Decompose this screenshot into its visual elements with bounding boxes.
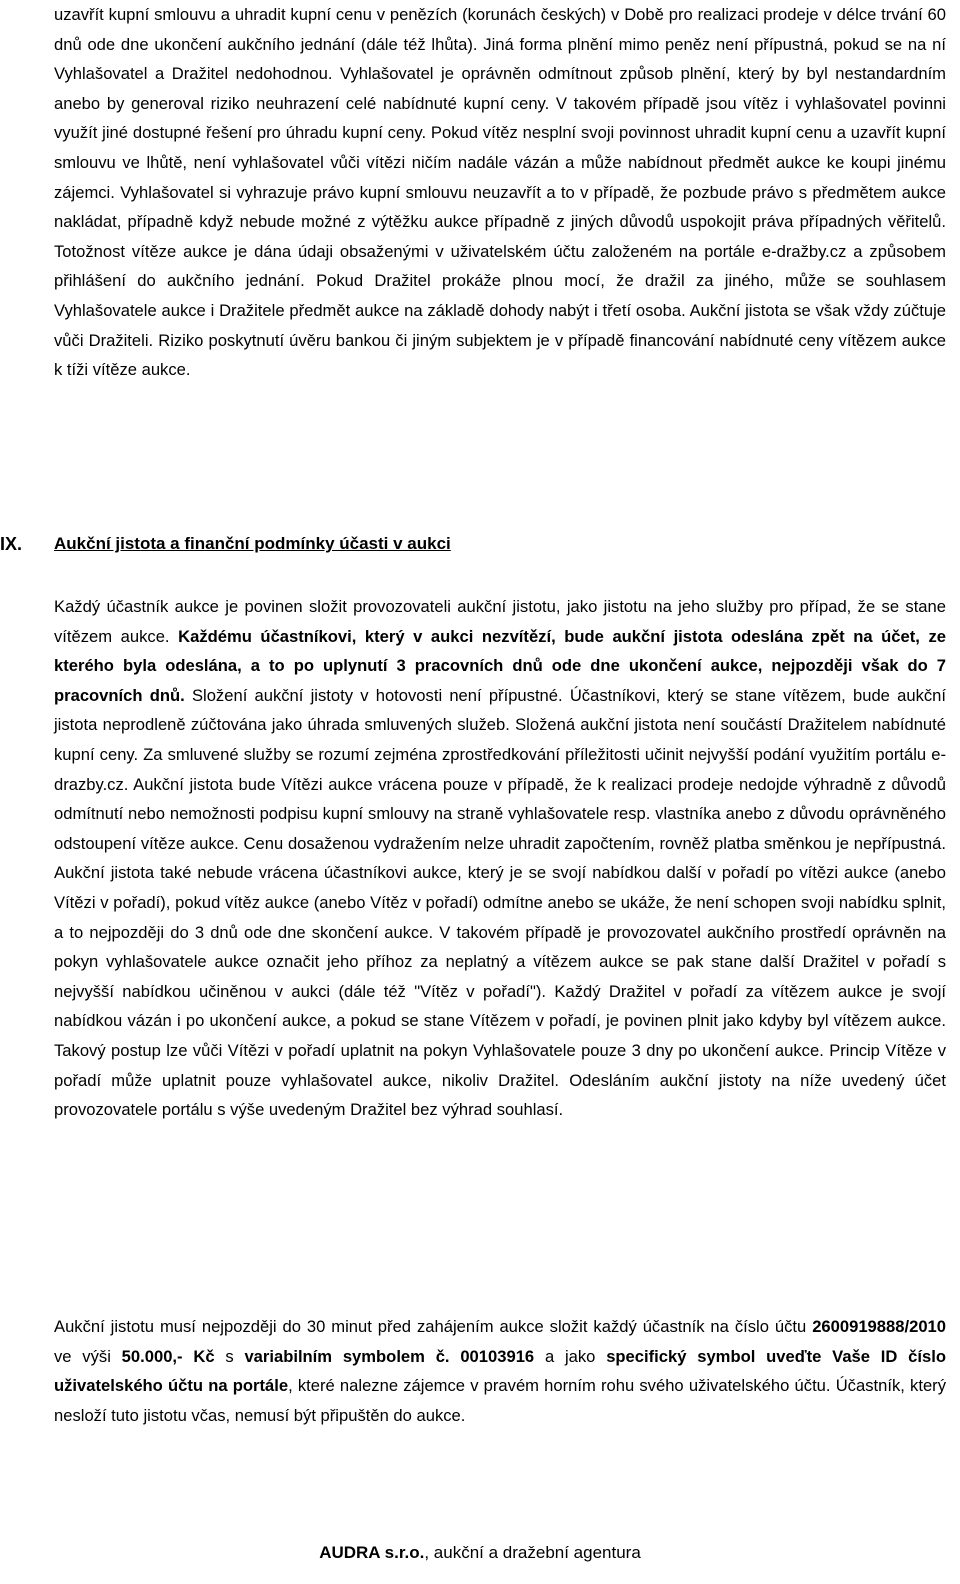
account-number: 2600919888/2010 [812, 1317, 946, 1336]
variable-symbol: variabilním symbolem č. 00103916 [244, 1346, 535, 1366]
payment-text-4: a jako [534, 1346, 607, 1366]
payment-text-1: Aukční jistotu musí nejpozději do 30 minut před zahájením aukce složit každý účastník na číslo účtu [54, 1317, 813, 1336]
payment-instructions-paragraph [54, 1312, 946, 1430]
payment-text-2: ve výši [54, 1346, 122, 1366]
section-title: Aukční jistota a finanční podmínky účasti v aukci [54, 534, 451, 553]
payment-text-5: , které nalezne zájemce v pravém horním rohu svého uživatelského účtu. Účastník, který nesloží tuto jistotu včas, nemusí být připuštěn do aukce. [54, 1376, 946, 1425]
deposit-refund-bold: Každému účastníkovi, který v aukci nezvítězí, bude aukční jistota odeslána zpět na účet, ze kterého byla odeslána, a to po uplynutí 3 pracovních dnů ode dne ukončení aukce, nejpozději však do 7 pracovních dnů. [54, 626, 946, 705]
payment-text-3: s [214, 1346, 245, 1366]
specific-symbol: specifický symbol uveďte Vaše ID číslo uživatelského účtu na portále [54, 1346, 946, 1396]
footer-company: AUDRA s.r.o. [319, 1543, 425, 1562]
auction-deposit-paragraph [54, 592, 946, 1125]
footer-rest: , aukční a dražební agentura [424, 1543, 641, 1562]
deposit-text-a: Každý účastník aukce je povinen složit provozovateli aukční jistotu, jako jistotu na jeho služby pro případ, že se stane vítězem aukce. [54, 597, 946, 646]
deposit-amount: 50.000,- Kč [121, 1346, 215, 1366]
page-footer [0, 1538, 960, 1568]
section-number: IX. [0, 534, 23, 554]
deposit-text-c: Složení aukční jistoty v hotovosti není přípustné. Účastníkovi, který se stane vítězem, bude aukční jistota neprodleně zúčtována jako úhrada smluvených služeb. Složená aukční jistota není součástí Dražitelem nabídnuté kupní ceny. Za smluvené služby se rozumí zejména zprostředkování příležitosti učinit nejvyšší podání využitím portálu e-drazby.cz. Aukční jistota bude Vítězi aukce vrácena pouze v případě, že k realizaci prodeje nedojde výhradně z důvodů odmítnutí nebo nemožnosti podpisu kupní smlouvy na straně vyhlašovatele resp. vlastníka anebo z důvodu oprávněného odstoupení vítěze aukce. Cenu dosaženou vydražením nelze uhradit započtením, rovněž platba směnkou je nepřípustná. Aukční jistota také nebude vrácena účastníkovi aukce, který je se svojí nabídkou další v pořadí po vítězi aukce (anebo Vítězi v pořadí), pokud vítěz aukce (anebo Vítěz v pořadí) odmítne anebo se ukáže, že není schopen svoji nabídku splnit, a to nejpozději do 3 dnů ode dne skončení aukce. V takovém případě je provozovatel aukčního prostředí oprávněn na pokyn vyhlašovatele aukce označit jeho příhoz za neplatný a vítězem aukce se pak stane další Dražitel v pořadí s nejvyšší nabídkou učiněnou v aukci (dále též "Vítěz v pořadí"). Každý Dražitel v pořadí za vítězem aukce je svojí nabídkou vázán i po ukončení aukce, a pokud se stane Vítězem v pořadí, je povinen plnit jako kdyby byl vítězem aukce. Takový postup lze vůči Vítězi v pořadí uplatnit na pokyn Vyhlašovatele pouze 3 dny po ukončení aukce. Princip Vítěze v pořadí může uplatnit pouze vyhlašovatel aukce, nikoliv Dražitel. Odesláním aukční jistoty na níže uvedený účet provozovatele portálu s výše uvedeným Dražitel bez výhrad souhlasí. [54, 685, 946, 1120]
continuation-paragraph: uzavřít kupní smlouvu a uhradit kupní cenu v penězích (korunách českých) v Době pro realizaci prodeje v délce trvání 60 dnů ode dne ukončení aukčního jednání (dále též lhůta). Jiná forma plnění mimo peněz není přípustná, pokud se na ní Vyhlašovatel a Dražitel nedohodnou. Vyhlašovatel je oprávněn odmítnout způsob plnění, který by byl nestandardním anebo by generoval riziko neuhrazení celé nabídnuté kupní ceny. V takovém případě jsou vítěz i vyhlašovatel povinni využít jiné dostupné řešení pro úhradu kupní ceny. Pokud vítěz nesplní svoji povinnost uhradit kupní cenu a uzavřít kupní smlouvu ve lhůtě, není vyhlašovatel vůči vítězi ničím nadále vázán a může nabídnout předmět aukce ke koupi jinému zájemci. Vyhlašovatel si vyhrazuje právo kupní smlouvu neuzavřít a to v případě, že pozbude právo s předmětem aukce nakládat, případně když nebude možné z výtěžku aukce případně z jiných důvodů uspokojit práva případných věřitelů. Totožnost vítěze aukce je dána údaji obsaženými v uživatelském účtu založeném na portále e-dražby.cz a způsobem přihlášení do aukčního jednání. Pokud Dražitel prokáže plnou mocí, že dražil za jiného, může se souhlasem Vyhlašovatele aukce i Dražitele předmět aukce na základě dohody nabýt i třetí osoba. Aukční jistota se však vždy zúčtuje vůči Dražiteli. Riziko poskytnutí úvěru bankou či jiným subjektem je v případě financování nabídnuté ceny vítězem aukce k tíži vítěze aukce. [54, 5, 946, 380]
